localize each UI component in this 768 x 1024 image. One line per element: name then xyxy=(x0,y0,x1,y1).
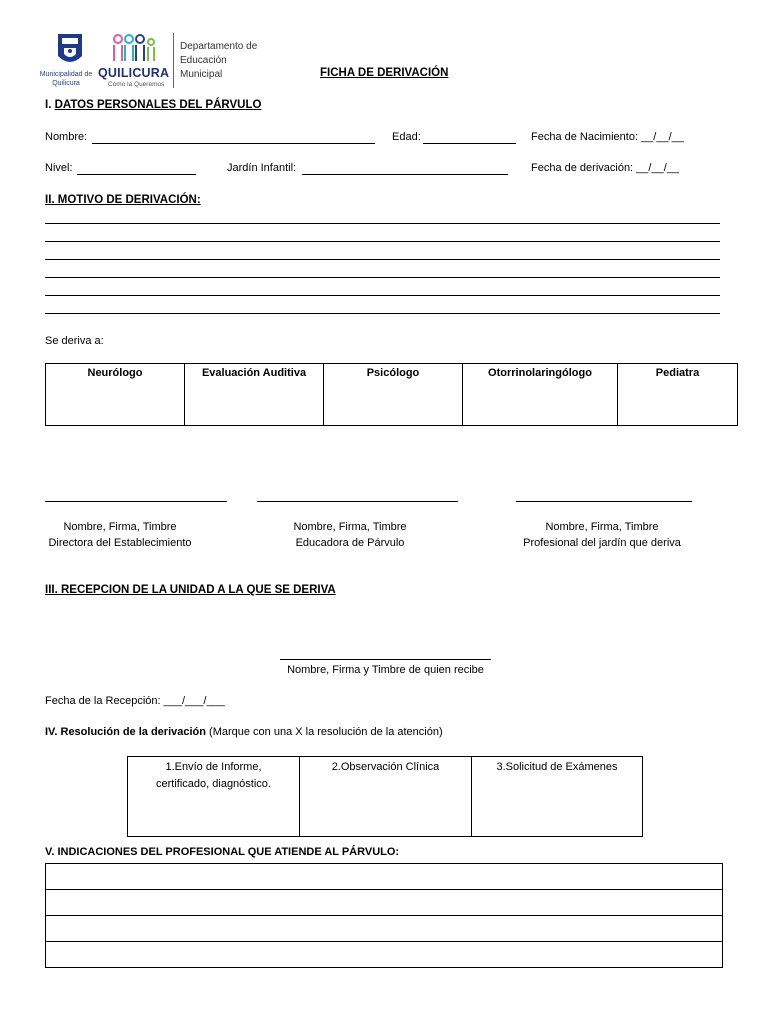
motivo-line[interactable] xyxy=(45,313,720,314)
fecha-nacimiento-label[interactable]: Fecha de Nacimiento: __/__/__ xyxy=(531,131,684,143)
motivo-line[interactable] xyxy=(45,241,720,242)
motivo-line[interactable] xyxy=(45,295,720,296)
section5-heading: V. INDICACIONES DEL PROFESIONAL QUE ATIENDE AL PÁRVULO: xyxy=(45,846,400,858)
document-title: FICHA DE DERIVACIÓN xyxy=(320,67,449,79)
specialist-cell-evaluacion-auditiva[interactable]: Evaluación Auditiva xyxy=(185,364,324,426)
signature-caption-profesional: Nombre, Firma, Timbre Profesional del jardín que deriva xyxy=(523,521,681,549)
fecha-derivacion-label[interactable]: Fecha de derivación: __/__/__ xyxy=(531,162,679,174)
resolution-option-informe[interactable]: 1.Envío de Informe, certificado, diagnóstico. xyxy=(128,757,300,837)
specialist-cell-neurologo[interactable]: Neurólogo xyxy=(46,364,185,426)
signature-line-directora[interactable] xyxy=(45,501,227,502)
edad-field-line[interactable] xyxy=(423,143,516,144)
header-divider xyxy=(173,33,174,88)
indicaciones-row[interactable] xyxy=(46,942,723,968)
municipality-name: Municipalidad de Quilicura xyxy=(39,71,93,87)
indicaciones-row[interactable] xyxy=(46,864,723,890)
specialist-cell-pediatra[interactable]: Pediatra xyxy=(618,364,738,426)
fecha-recepcion-label[interactable]: Fecha de la Recepción: ___/___/___ xyxy=(45,695,225,707)
nivel-label: Nivel: xyxy=(45,162,73,174)
department-name: Departamento de Educación Municipal xyxy=(180,41,258,80)
specialist-cell-otorrinolaringologo[interactable]: Otorrinolaringólogo xyxy=(463,364,618,426)
resolution-option-observacion[interactable]: 2.Observación Clínica xyxy=(300,757,472,837)
jardin-label: Jardín Infantil: xyxy=(227,162,297,174)
section3-heading: III. RECEPCION DE LA UNIDAD A LA QUE SE DERIVA xyxy=(45,584,336,596)
quilicura-brand: QUILICURA xyxy=(98,66,170,80)
signature-caption-educadora: Nombre, Firma, Timbre Educadora de Párvulo xyxy=(293,521,407,549)
section2-heading: II. MOTIVO DE DERIVACIÓN: xyxy=(45,194,201,206)
nombre-label: Nombre: xyxy=(45,131,88,143)
quilicura-slogan: Como la Queremos xyxy=(108,81,165,88)
edad-label: Edad: xyxy=(392,131,421,143)
motivo-line[interactable] xyxy=(45,223,720,224)
specialist-cell-psicologo[interactable]: Psicólogo xyxy=(324,364,463,426)
signature-caption-directora: Nombre, Firma, Timbre Directora del Establecimiento xyxy=(48,521,192,549)
motivo-line[interactable] xyxy=(45,259,720,260)
nombre-field-line[interactable] xyxy=(92,143,375,144)
receiver-caption: Nombre, Firma y Timbre de quien recibe xyxy=(287,664,484,676)
jardin-field-line[interactable] xyxy=(302,174,508,175)
resolution-option-examenes[interactable]: 3.Solicitud de Exámenes xyxy=(472,757,643,837)
indicaciones-row[interactable] xyxy=(46,916,723,942)
signature-line-profesional[interactable] xyxy=(516,501,692,502)
quilicura-people-logo xyxy=(110,33,158,65)
motivo-line[interactable] xyxy=(45,277,720,278)
receiver-signature-line[interactable] xyxy=(280,659,491,660)
indicaciones-table xyxy=(45,863,723,968)
section4-heading: IV. Resolución de la derivación (Marque con una X la resolución de la atención) xyxy=(45,726,443,738)
indicaciones-row[interactable] xyxy=(46,890,723,916)
resolution-table xyxy=(127,756,643,837)
nivel-field-line[interactable] xyxy=(77,174,196,175)
section1-heading: I. DATOS PERSONALES DEL PÁRVULO xyxy=(45,99,262,111)
specialist-table xyxy=(45,363,738,426)
signature-line-educadora[interactable] xyxy=(257,501,458,502)
se-deriva-label: Se deriva a: xyxy=(45,335,104,347)
